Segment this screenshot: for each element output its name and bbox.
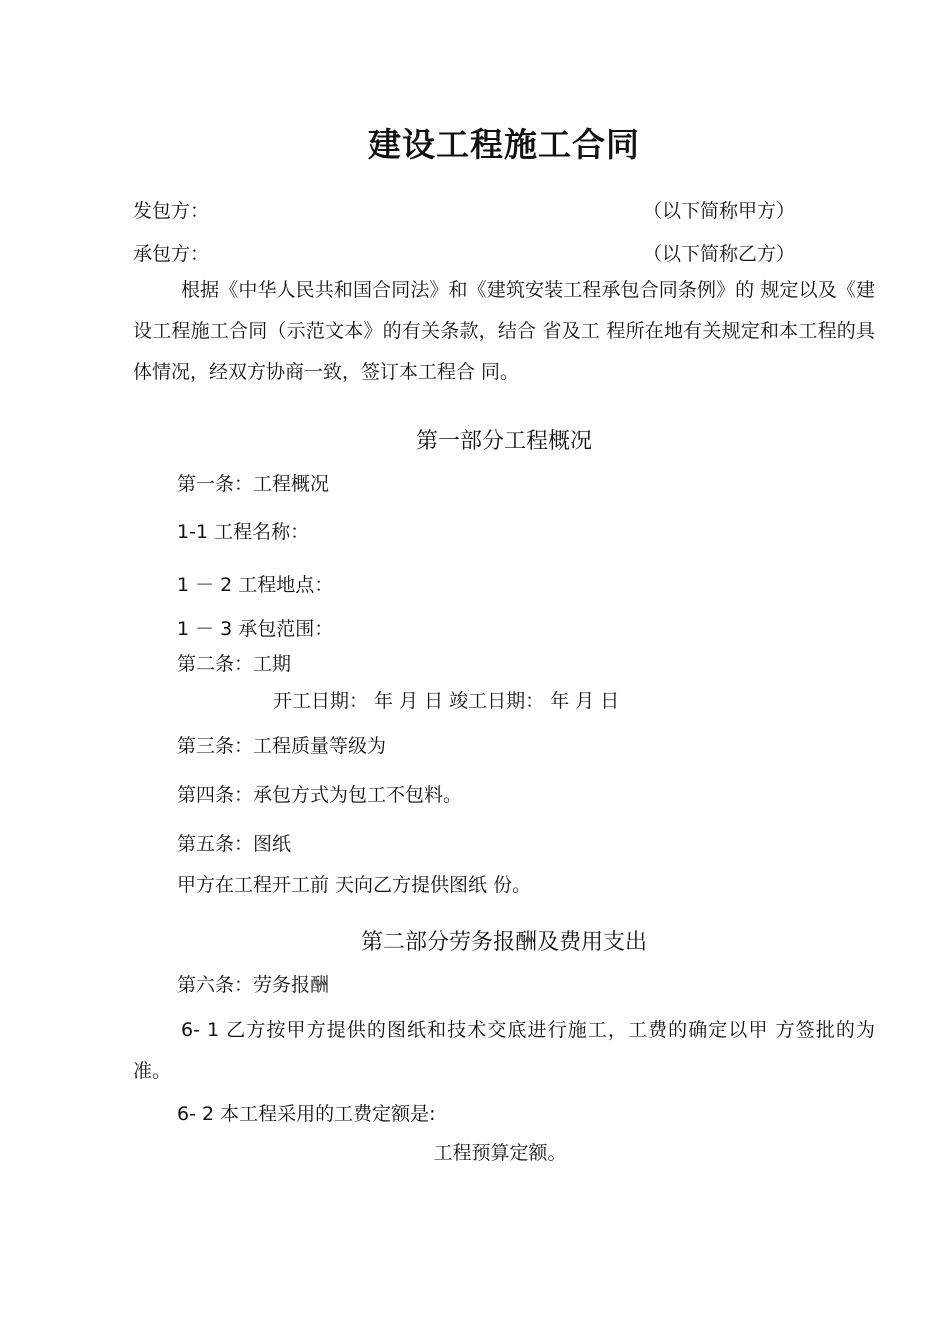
party-b-note: （以下简称乙方） <box>643 243 796 265</box>
item-1-3: 1 － 3 承包范围： <box>177 618 334 640</box>
party-a-note: （以下简称甲方） <box>643 200 796 222</box>
article5-heading: 第五条：图纸 <box>177 833 292 855</box>
article3-heading: 第三条：工程质量等级为 <box>177 735 387 757</box>
part1-heading: 第一部分工程概况 <box>415 429 592 454</box>
item-1-1: 1-1 工程名称： <box>177 521 310 543</box>
item-6-1: 6- 1 乙方按甲方提供的图纸和技术交底进行施工，工费的确定以甲 方签批的为准。 <box>133 1019 875 1082</box>
document-title: 建设工程施工合同 <box>368 125 640 164</box>
preamble-paragraph: 根据《中华人民共和国合同法》和《建筑安装工程承包合同条例》的 规定以及《建设工程施工合同（示范文本》的有关条款，结合 省及工 程所在地有关规定和本工程的具体情况，经双方协商一致，签订本工程合 同。 <box>133 279 875 383</box>
quota-line: 工程预算定额。 <box>433 1142 567 1164</box>
party-b-label: 承包方： <box>133 243 210 265</box>
article6-heading: 第六条：劳务报酬 <box>177 974 330 996</box>
dates-line: 开工日期： 年 月 日 竣工日期： 年 月 日 <box>273 690 620 712</box>
item-6-2: 6- 2 本工程采用的工费定额是: <box>177 1103 436 1125</box>
item-1-2: 1 － 2 工程地点： <box>177 574 334 596</box>
article2-heading: 第二条：工期 <box>177 653 292 675</box>
part2-heading: 第二部分劳务报酬及费用支出 <box>360 930 647 955</box>
article4-heading: 第四条：承包方式为包工不包料。 <box>177 784 463 806</box>
drawings-line: 甲方在工程开工前 天向乙方提供图纸 份。 <box>177 874 532 896</box>
article1-heading: 第一条：工程概况 <box>177 473 330 495</box>
party-a-label: 发包方： <box>133 200 210 222</box>
